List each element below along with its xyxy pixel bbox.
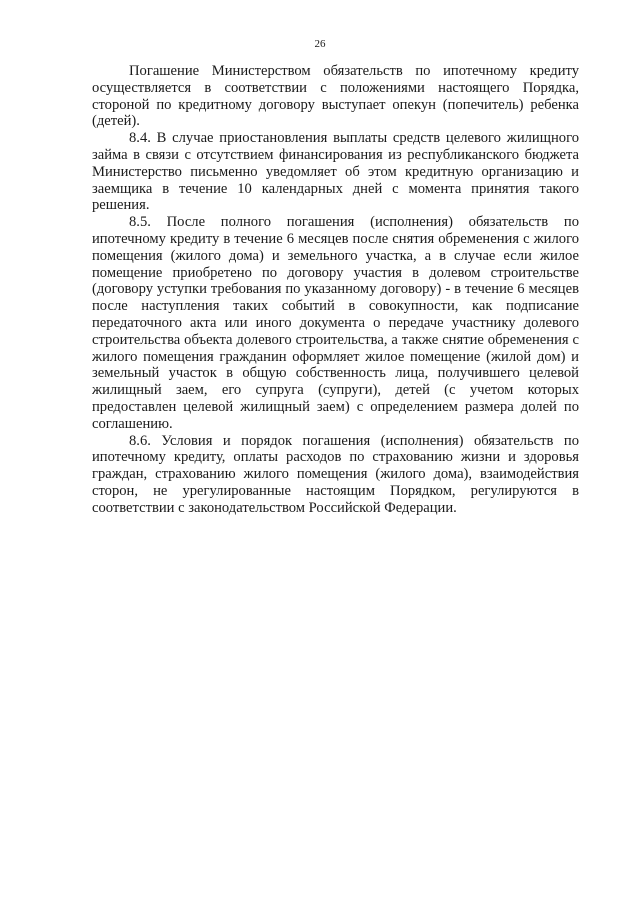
paragraph-mortgage-repayment: Погашение Министерством обязательств по ипотечному кредиту осуществляется в соответствии с положениями настоящего Порядка, стороной по кредитному договору выступает опекун (попечитель) ребенка (детей). [92, 63, 579, 130]
document-body [92, 63, 579, 517]
paragraph-8-6: 8.6. Условия и порядок погашения (исполнения) обязательств по ипотечному кредиту, оплаты расходов по страхованию жизни и здоровья граждан, страхованию жилого помещения (жилого дома), взаимодействия сторон, не урегулированные настоящим Порядком, регулируются в соответствии с законодательством Российской Федерации. [92, 432, 579, 516]
page-number: 26 [314, 38, 326, 50]
paragraph-8-5: 8.5. После полного погашения (исполнения) обязательств по ипотечному кредиту в течение 6 месяцев после снятия обременения с жилого помещения (жилого дома) и земельного участка, а в случае если жилое помещение приобретено по договору участия в долевом строительстве (договору уступки требования по указанному договору) - в течение 6 месяцев после наступления таких событий в совокупности, как подписание передаточного акта или иного документа о передаче участнику долевого строительства объекта долевого строительства, а также снятие обременения с жилого помещения гражданин оформляет жилое помещение (жилой дом) и земельный участок в общую собственность лица, получившего целевой жилищный заем, его супруга (супруги), детей (с учетом которых предоставлен целевой жилищный заем) с определением размера долей по соглашению. [92, 214, 579, 432]
paragraph-8-4: 8.4. В случае приостановления выплаты средств целевого жилищного займа в связи с отсутствием финансирования из республиканского бюджета Министерство письменно уведомляет об этом кредитную организацию и заемщика в течение 10 календарных дней с момента принятия такого решения. [92, 130, 579, 214]
